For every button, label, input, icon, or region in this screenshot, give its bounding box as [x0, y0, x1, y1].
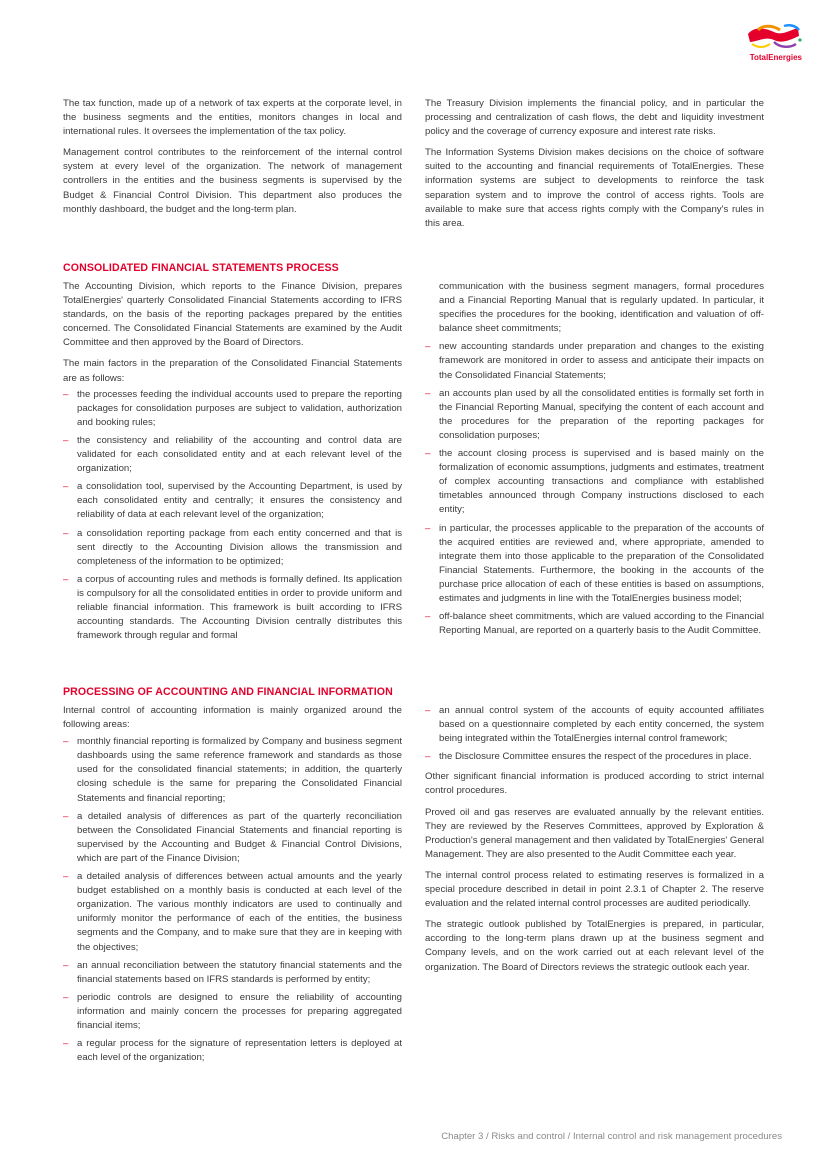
paragraph: Management control contributes to the reinforcement of the internal control system at every level of the organization. The network of management controllers in the entities and the business segments is supervised by the Budget & Financial Control Division. This department also produces the monthly dashboard, the budget and the long-term plan. — [63, 147, 402, 215]
section2-left-column — [63, 704, 402, 1069]
paragraph: The Information Systems Division makes decisions on the choice of software suited to the accounting and financial requirements of TotalEnergies. These information systems are subject to developments to reinforce the task separation system and to improve the control of access rights. Tools are available to make sure that access rights comply with the Company's rules in this area. — [425, 147, 764, 229]
paragraph: The main factors in the preparation of the Consolidated Financial Statements are as follows: — [63, 358, 402, 384]
list-item: – a consolidation tool, supervised by the Accounting Department, is used by each consolidated entity and centrally; it ensures the consistency and reliability of data at each relevant level of the organization; — [63, 480, 402, 522]
list-item-continuation: communication with the business segment managers, formal procedures and a Financial Reporting Manual that is regularly updated. In particular, it specifies the procedures for the booking, identification and valuation of off-balance sheet commitments; — [439, 281, 764, 335]
list-item: – a detailed analysis of differences between actual amounts and the yearly budget established on a monthly basis is conducted at each level of the organization. The various monthly indicators are used to continually and uniformly monitor the performance of each of the entities, the business segments and the Company, and to make sure that they are in keeping with the objectives; — [63, 870, 402, 955]
company-logo — [738, 22, 802, 68]
list-item: – the processes feeding the individual accounts used to prepare the reporting packages for consolidation purposes are subject to validation, authorization and booking rules; — [63, 388, 402, 430]
list-item: – an annual control system of the accounts of equity accounted affiliates based on a questionnaire completed by each entity concerned, the system being integrated within the TotalEnergies internal control framework; — [425, 704, 764, 746]
list-item: – an annual reconciliation between the statutory financial statements and the financial statements based on IFRS standards is performed by entity; — [63, 959, 402, 987]
list-item: – a detailed analysis of differences as part of the quarterly reconciliation between the Consolidated Financial Statements and financial reporting is supervised by the Accounting and Budget & Financial Control Divisions, which are part of the Finance Division; — [63, 810, 402, 866]
paragraph: Other significant financial information is produced according to strict internal control procedures. — [425, 771, 764, 797]
section1-right-column — [425, 280, 764, 642]
list-item: – a regular process for the signature of representation letters is deployed at each level of the organization; — [63, 1037, 402, 1065]
list-item: – off-balance sheet commitments, which are valued according to the Financial Reporting Manual, are reported on a quarterly basis to the Audit Committee. — [425, 610, 764, 638]
list-item: – a corpus of accounting rules and methods is formally defined. Its application is compulsory for all the consolidated entities in order to provide uniform and reliable financial information. This framework is built according to IFRS accounting standards. The Accounting Division centrally distributes this framework through regular and formal — [63, 573, 402, 643]
paragraph: The strategic outlook published by TotalEnergies is prepared, in particular, according to the long-term plans drawn up at the business segment and Company levels, and on the work carried out at each relevant level of the organization. The Board of Directors reviews the strategic outlook each year. — [425, 919, 764, 973]
bullet-list — [425, 704, 764, 764]
paragraph: Proved oil and gas reserves are evaluated annually by the relevant entities. They are reviewed by the Reserves Committees, approved by Exploration & Production's general management and then validated by TotalEnergies' General Management. They are also presented to the Audit Committee each year. — [425, 806, 764, 860]
list-item: – in particular, the processes applicable to the preparation of the accounts of the acquired entities are reviewed and, where appropriate, amended to integrate them into those applicable to the preparation of the Consolidated Financial Statements. Furthermore, the booking in the accounts of the purchase price allocation of each of these entities is based on assumptions, estimates and judgments in line with the TotalEnergies business model; — [425, 522, 764, 607]
logo-mark-icon — [744, 22, 802, 52]
paragraph: The Treasury Division implements the financial policy, and in particular the processing and centralization of cash flows, the debt and liquidity investment policy and the coverage of currency exposure and interest rate risks. — [425, 98, 764, 138]
list-item: – the account closing process is supervised and is based mainly on the formalization of economic assumptions, judgments and estimates, treatment of complex accounting transactions and compliance with established timetables announced through Company instructions disclosed to each entity; — [425, 447, 764, 517]
section1-left-column — [63, 280, 402, 647]
bullet-list — [425, 280, 764, 638]
list-item: – the consistency and reliability of the accounting and control data are validated for each consolidated entity and at each relevant level of the organization; — [63, 434, 402, 476]
intro-left-column — [63, 97, 402, 224]
section2-right-column — [425, 704, 764, 982]
logo-text: TotalEnergies — [749, 53, 802, 62]
section-heading-processing: PROCESSING OF ACCOUNTING AND FINANCIAL INFORMATION — [63, 686, 393, 698]
paragraph: The internal control process related to estimating reserves is formalized in a special procedure described in detail in point 2.3.1 of Chapter 2. The reserve evaluation and the related internal control processes are audited periodically. — [425, 869, 764, 910]
bullet-list — [63, 735, 402, 1065]
list-item: – monthly financial reporting is formalized by Company and business segment dashboards using the same reference framework and standards as those used for the consolidated financial statements; in addition, the quarterly closing schedule is the same for preparing the Consolidated Financial Statements and financial reporting; — [63, 735, 402, 805]
page-footer: Chapter 3 / Risks and control / Internal control and risk management procedures — [441, 1131, 782, 1142]
paragraph: Internal control of accounting information is mainly organized around the following areas: — [63, 705, 402, 731]
section-heading-consolidated: CONSOLIDATED FINANCIAL STATEMENTS PROCESS — [63, 262, 339, 274]
list-item: – the Disclosure Committee ensures the respect of the procedures in place. — [425, 750, 764, 764]
paragraph: The Accounting Division, which reports to the Finance Division, prepares TotalEnergies' quarterly Consolidated Financial Statements according to IFRS standards, on the basis of the reporting packages prepared by the entities concerned. The Consolidated Financial Statements are examined by the Audit Committee and then approved by the Board of Directors. — [63, 281, 402, 349]
list-item: – new accounting standards under preparation and changes to the existing framework are monitored in order to assess and anticipate their impacts on the Consolidated Financial Statements; — [425, 340, 764, 382]
list-item: – a consolidation reporting package from each entity concerned and that is sent directly to the Accounting Division allows the transmission and completeness of the information to be optimized; — [63, 527, 402, 569]
intro-right-column — [425, 97, 764, 238]
list-item: – periodic controls are designed to ensure the reliability of accounting information and mainly concern the processes for preparing aggregated financial items; — [63, 991, 402, 1033]
paragraph: The tax function, made up of a network of tax experts at the corporate level, in the business segments and the entities, monitors changes in local and international rules. It oversees the implementation of the tax policy. — [63, 98, 402, 138]
list-item: – an accounts plan used by all the consolidated entities is formally set forth in the Financial Reporting Manual, specifying the content of each account and the procedures for the preparation of the reporting packages for consolidation purposes; — [425, 387, 764, 443]
bullet-list — [63, 388, 402, 644]
